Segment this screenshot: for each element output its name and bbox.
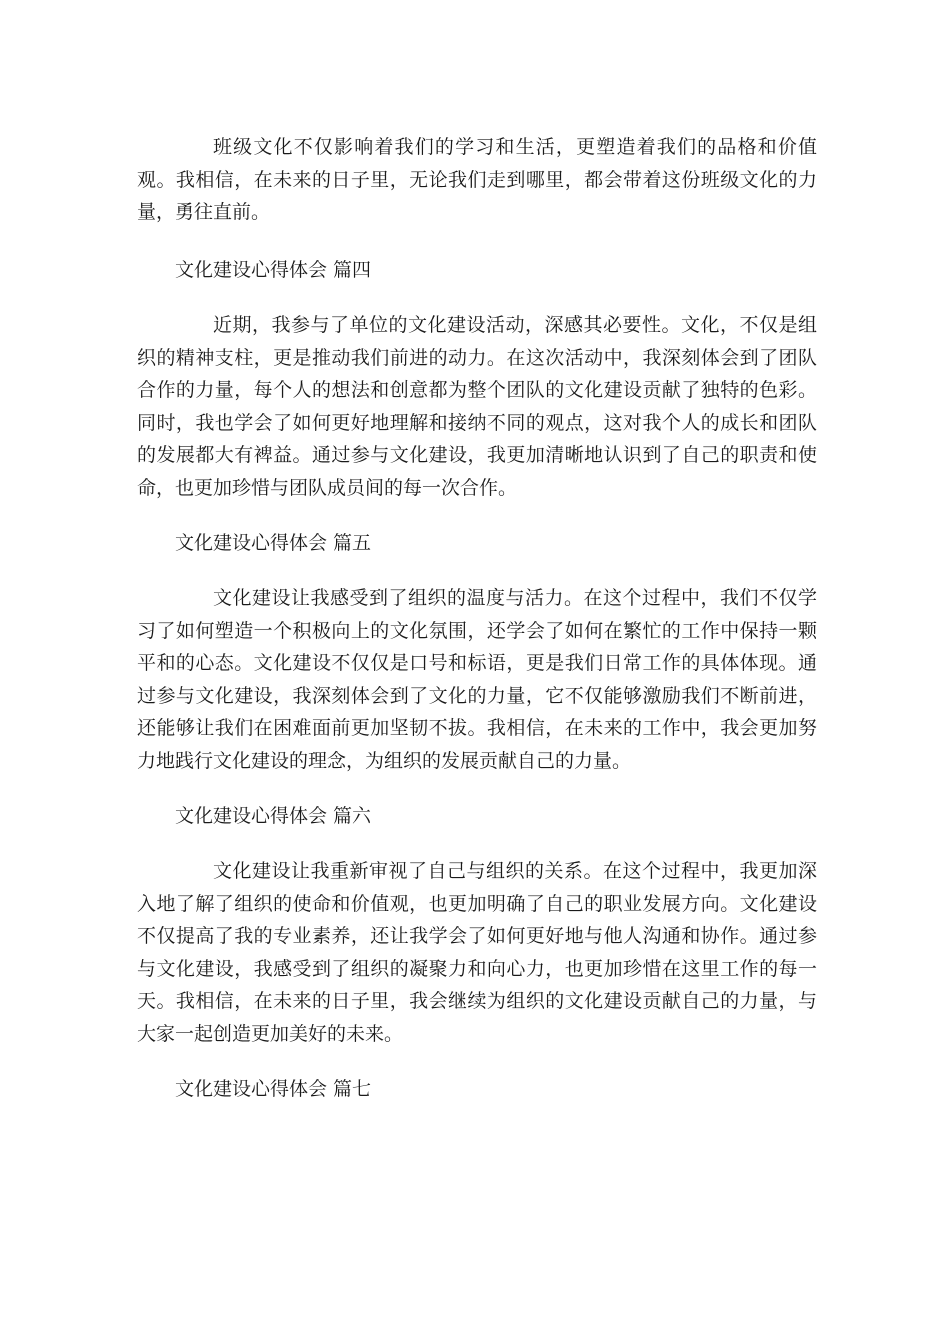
paragraph-part-five: 文化建设让我感受到了组织的温度与活力。在这个过程中，我们不仅学习了如何塑造一个积极向上的文化氛围，还学会了如何在繁忙的工作中保持一颗平和的心态。文化建设不仅仅是口号和标语，更是我们日常工作的具体体现。通过参与文化建设，我深刻体会到了文化的力量，它不仅能够激励我们不断前进，还能够让我们在困难面前更加坚韧不拔。我相信，在未来的工作中，我会更加努力地践行文化建设的理念，为组织的发展贡献自己的力量。 (137, 587, 817, 772)
paragraph-class-culture: 班级文化不仅影响着我们的学习和生活，更塑造着我们的品格和价值观。我相信，在未来的日子里，无论我们走到哪里，都会带着这份班级文化的力量，勇往直前。 (137, 136, 817, 223)
heading-part-five: 文化建设心得体会 篇五 (175, 532, 372, 554)
paragraph-part-six: 文化建设让我重新审视了自己与组织的关系。在这个过程中，我更加深入地了解了组织的使命和价值观，也更加明确了自己的职业发展方向。文化建设不仅提高了我的专业素养，还让我学会了如何更好地与他人沟通和协作。通过参与文化建设，我感受到了组织的凝聚力和向心力，也更加珍惜在这里工作的每一天。我相信，在未来的日子里，我会继续为组织的文化建设贡献自己的力量，与大家一起创造更加美好的未来。 (137, 860, 817, 1045)
paragraph-part-four: 近期，我参与了单位的文化建设活动，深感其必要性。文化，不仅是组织的精神支柱，更是推动我们前进的动力。在这次活动中，我深刻体会到了团队合作的力量，每个人的想法和创意都为整个团队的文化建设贡献了独特的色彩。同时，我也学会了如何更好地理解和接纳不同的观点，这对我个人的成长和团队的发展都大有裨益。通过参与文化建设，我更加清晰地认识到了自己的职责和使命，也更加珍惜与团队成员间的每一次合作。 (137, 314, 817, 499)
heading-part-seven: 文化建设心得体会 篇七 (175, 1078, 372, 1100)
heading-part-six: 文化建设心得体会 篇六 (175, 805, 372, 827)
heading-part-four: 文化建设心得体会 篇四 (175, 259, 372, 281)
